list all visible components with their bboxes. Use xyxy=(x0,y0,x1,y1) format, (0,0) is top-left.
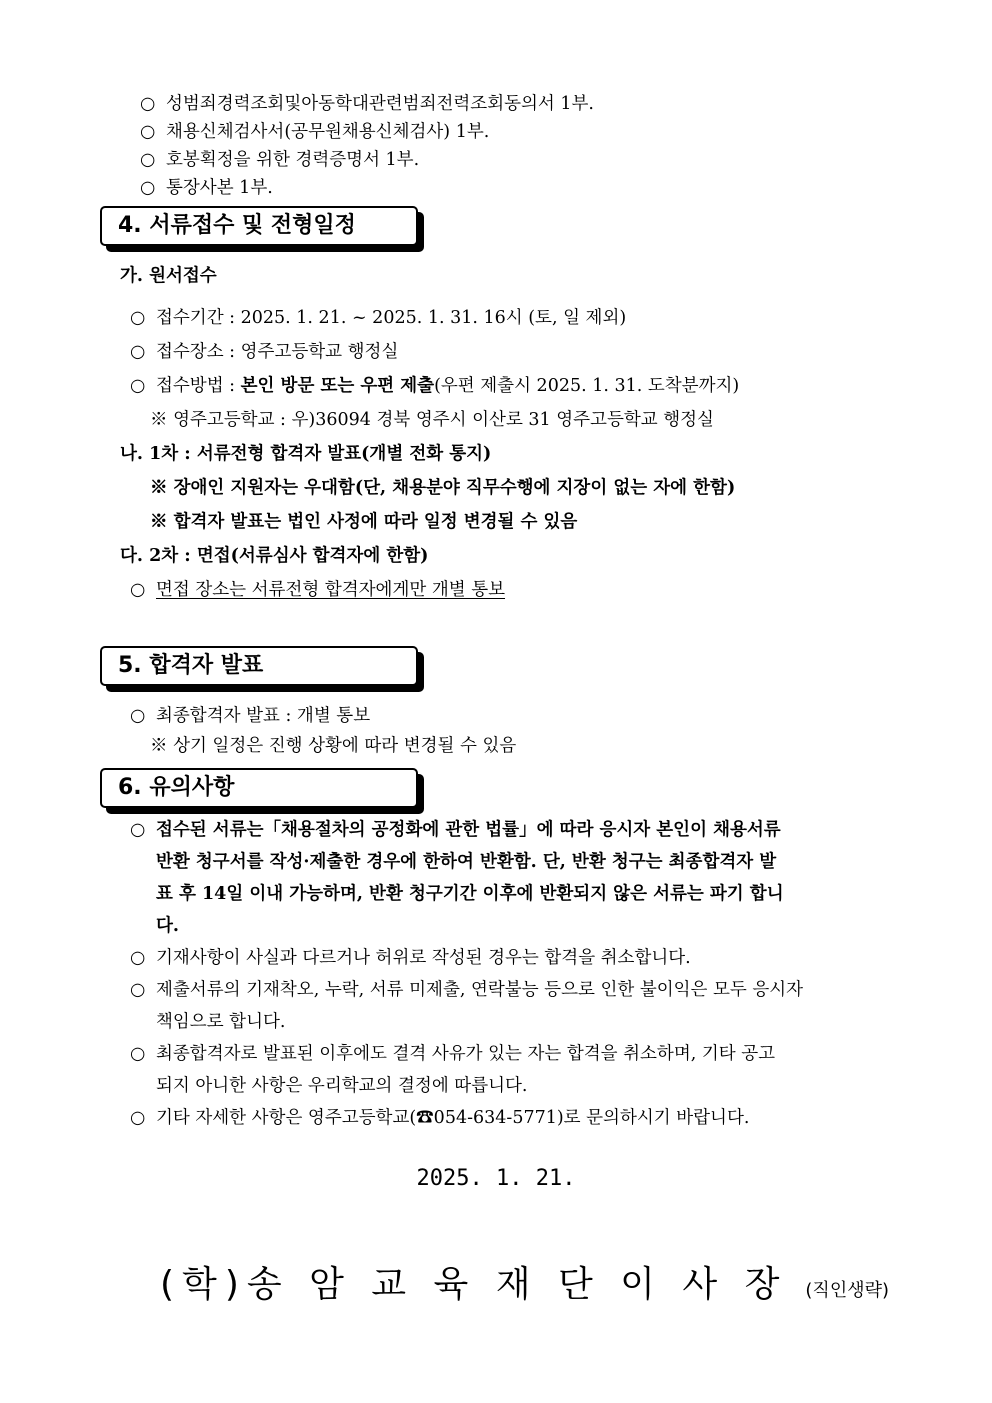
circle-bullet-icon: ○ xyxy=(140,122,156,142)
circle-bullet-icon: ○ xyxy=(130,1044,146,1064)
circle-bullet-icon: ○ xyxy=(130,342,146,362)
section-5-heading: 5. 합격자 발표 xyxy=(100,646,418,686)
notice-1-line-3: 표 후 14일 이내 가능하며, 반환 청구기간 이후에 반환되지 않은 서류는 파기 합니 xyxy=(156,884,784,904)
circle-bullet-icon: ○ xyxy=(140,150,156,170)
reception-period xyxy=(130,306,626,330)
doc-item xyxy=(140,120,489,144)
reception-place xyxy=(130,340,398,364)
notice-5 xyxy=(130,1106,749,1130)
notice-text: 최종합격자로 발표된 이후에도 결격 사유가 있는 자는 합격을 취소하며, 기타 공고 xyxy=(156,1044,776,1064)
notice-text: 기타 자세한 사항은 영주고등학교(☎054-634-5771)로 문의하시기 바랍니다. xyxy=(156,1108,750,1128)
notice-4-line-2: 되지 아니한 사항은 우리학교의 결정에 따릅니다. xyxy=(156,1076,528,1096)
circle-bullet-icon: ○ xyxy=(130,706,146,726)
document-date: 2025. 1. 21. xyxy=(416,1166,576,1191)
doc-text: 호봉획정을 위한 경력증명서 1부. xyxy=(166,150,420,170)
circle-bullet-icon: ○ xyxy=(130,580,146,600)
school-address: ※ 영주고등학교 : 우)36094 경북 영주시 이산로 31 영주고등학교 행정실 xyxy=(150,410,714,430)
doc-text: 성범죄경력조회및아동학대관련범죄전력조회동의서 1부. xyxy=(166,94,594,114)
notice-text: 접수된 서류는「채용절차의 공정화에 관한 법률」에 따라 응시자 본인이 채용서류 xyxy=(156,820,781,840)
method-suffix: (우편 제출시 2025. 1. 31. 도착분까지) xyxy=(434,376,740,396)
circle-bullet-icon: ○ xyxy=(130,948,146,968)
circle-bullet-icon: ○ xyxy=(130,376,146,396)
section-6-heading: 6. 유의사항 xyxy=(100,768,418,808)
notice-1-line-1 xyxy=(130,818,781,842)
doc-item xyxy=(140,176,273,200)
method-bold: 본인 방문 또는 우편 제출 xyxy=(240,376,435,396)
notice-1-line-2: 반환 청구서를 작성·제출한 경우에 한하여 반환함. 단, 반환 청구는 최종합격자 발 xyxy=(156,852,777,872)
doc-text: 채용신체검사서(공무원채용신체검사) 1부. xyxy=(166,122,490,142)
signature-line xyxy=(160,1256,889,1307)
notice-3-line-1 xyxy=(130,978,803,1002)
circle-bullet-icon: ○ xyxy=(130,308,146,328)
final-announcement-text: 최종합격자 발표 : 개별 통보 xyxy=(156,706,371,726)
interview-place xyxy=(130,578,505,602)
notice-text: 제출서류의 기재착오, 누락, 서류 미제출, 연락불능 등으로 인한 불이익은 모두 응시자 xyxy=(156,980,804,1000)
circle-bullet-icon: ○ xyxy=(140,178,156,198)
circle-bullet-icon: ○ xyxy=(130,1108,146,1128)
final-announcement xyxy=(130,704,370,728)
doc-item xyxy=(140,92,594,116)
signature-text: (학)송 암 교 육 재 단 이 사 장 xyxy=(160,1264,788,1305)
notice-text: 기재사항이 사실과 다르거나 허위로 작성된 경우는 합격을 취소합니다. xyxy=(156,948,691,968)
notice-1-line-4: 다. xyxy=(156,916,179,936)
reception-period-text: 접수기간 : 2025. 1. 21. ~ 2025. 1. 31. 16시 (토, 일 제외) xyxy=(156,308,627,328)
subsection-da: 다. 2차 : 면접(서류심사 합격자에 한함) xyxy=(120,546,429,566)
disability-note: ※ 장애인 지원자는 우대함(단, 채용분야 직무수행에 지장이 없는 자에 한함) xyxy=(150,478,736,498)
schedule-change-note: ※ 합격자 발표는 법인 사정에 따라 일정 변경될 수 있음 xyxy=(150,512,578,532)
circle-bullet-icon: ○ xyxy=(130,820,146,840)
seal-omitted-note: (직인생략) xyxy=(805,1280,890,1301)
method-prefix: 접수방법 : xyxy=(156,376,241,396)
schedule-note: ※ 상기 일정은 진행 상황에 따라 변경될 수 있음 xyxy=(150,736,517,756)
reception-place-text: 접수장소 : 영주고등학교 행정실 xyxy=(156,342,399,362)
circle-bullet-icon: ○ xyxy=(130,980,146,1000)
notice-4-line-1 xyxy=(130,1042,775,1066)
circle-bullet-icon: ○ xyxy=(140,94,156,114)
section-4-heading: 4. 서류접수 및 전형일정 xyxy=(100,206,418,246)
subsection-na: 나. 1차 : 서류전형 합격자 발표(개별 전화 통지) xyxy=(120,444,492,464)
doc-item xyxy=(140,148,419,172)
notice-2 xyxy=(130,946,691,970)
subsection-ga: 가. 원서접수 xyxy=(120,266,217,286)
doc-text: 통장사본 1부. xyxy=(166,178,273,198)
reception-method xyxy=(130,374,739,398)
notice-3-line-2: 책임으로 합니다. xyxy=(156,1012,286,1032)
interview-place-text: 면접 장소는 서류전형 합격자에게만 개별 통보 xyxy=(156,580,506,600)
